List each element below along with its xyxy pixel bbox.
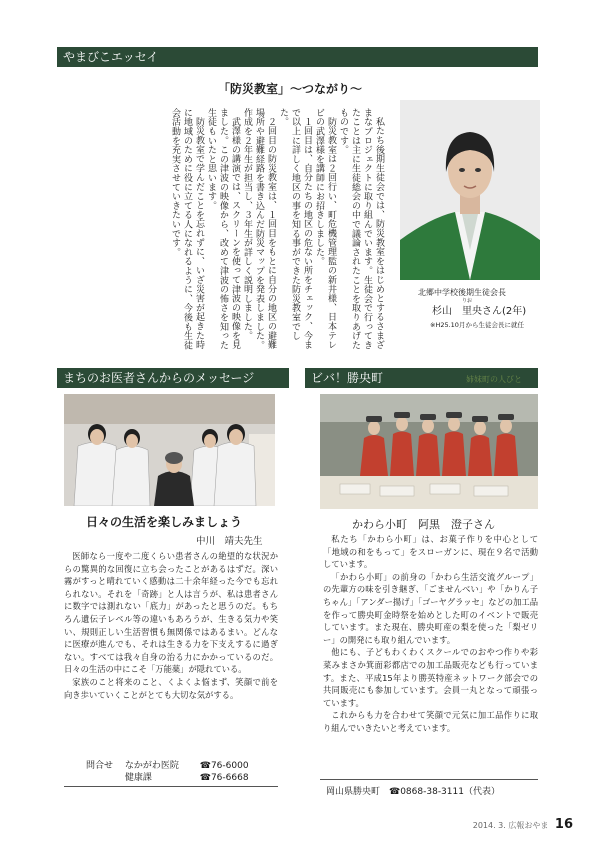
viva-contact: 岡山県勝央町 ☎0868-38-3111（代表） [326,787,500,797]
doctor-section-title: まちのお医者さんからのメッセージ [63,371,255,385]
student-school: 北郷中学校後期生徒会長 [418,288,506,297]
doctor-paragraph: 医師なら一度や二度くらい患者さんの絶望的な状況からの驚異的な回復に立ち会ったことがあるはずだ。深い霧がすっと晴れていく感動は二十余年経った今でも忘れられない。それを「奇跡」と人は言うが、私は患者さんに数字では測れない「底力」があったと思うのだ。もちろん遺伝子レベル等の違いもあろうが、生きる気力や笑い、規則正しい生活習慣も無関係ではあるまい。どんなに医療が進んでも、それは生きる力を下支えするに過ぎない。すべては我々自身の治る力にかかっているのだ。日々の生活の中にこそ「万能薬」が隠れている。 [64,551,278,675]
viva-paragraph: これからも力を合わせて笑顔で元気に加工品作りに取り組んでいきたいと考えています。 [323,710,538,733]
viva-title: かわら小町 阿黒 澄子さん [352,518,495,531]
kawara-komachi-photo [320,394,538,509]
health-dept-phone: ☎76-6668 [199,773,249,783]
essay-paragraph: 防災教室は２回行い、町危機管理監の新井様、日本テレビの武澤様を講師にお招きしました。 [314,108,336,350]
clinic-phone: ☎76-6000 [199,761,249,771]
doctor-section-bar [57,368,289,388]
essay-paragraph: １回目は、自分たちの地区の危ない所をチェック、今まで以上に詳しく地区の事を知る事ができた防災教室でした。 [278,108,312,350]
essay-section-title: やまびこエッセイ [63,50,159,64]
essay-paragraph: 私たち後期生徒会では、防災教室をはじめとするさまざまなプロジェクトに取り組んでいます。生徒会で行ってきたことは主に生徒総会の中で議論されたことを取りあげたものです。 [338,108,384,350]
contact-label: 問合せ [86,761,114,771]
essay-title: 「防災教室」～つながり～ [218,82,363,96]
student-name: 杉山 里央さん(2年) [432,306,527,317]
essay-paragraph: ２回目の防災教室は、１回目をもとに自分の地区の避難場所や避難経路を書き込んだ防災マップを発表しました。作成を２年生が担当し、３年生が詳しく説明しました。 [242,108,276,350]
page-footer [473,817,573,832]
doctor-contact [86,760,249,784]
doctor-title: 日々の生活を楽しみましょう [86,515,243,529]
page-number: 16 [554,817,573,832]
viva-paragraph: 他にも、子どもわくわくスクールでのおやつ作りや彩菜みまさか箕面彩都店での加工品販売なども行っています。また、平成15年より勝英特産ネットワーク部会での共同販売にも参加しています。会員一丸となって頑張っています。 [323,647,538,708]
doctor-contact-rule [64,786,278,787]
viva-subtitle: 姉妹町の人びと [466,375,522,384]
footer-magazine: 広報おやま [508,821,549,830]
doctor-author: 中川 靖夫先生 [196,536,263,547]
student-note: ※H25.10月から生徒会長に就任 [430,321,524,329]
clinic-name: なかがわ医院 [124,761,179,771]
viva-paragraph: 「かわら小町」の前身の「かわら生活交流グループ」の先輩方の味を引き継ぎ、「ごませんべい」や「かりん子ちゃん」「アンダー揚げ」「ゴーヤグラッセ」などの加工品を作って勝央町金時祭を始めとした町のイベントで販売しています。また現在、勝央町産の梨を使った「梨ゼリー」の開発にも取り組んでいます。 [323,571,538,645]
viva-paragraph: 私たち「かわら小町」は、お菓子作りを中心として「地域の和をもって」をスローガンに、現在９名で活動しています。 [323,534,538,570]
essay-body [55,108,385,355]
essay-paragraph: 防災教室で学んだことを忘れずに、いざ災害が起きた時に地域のために役に立てる人になれるように、今後も生徒会活動を充実させていきたいです。 [170,108,204,350]
essay-paragraph: 武澤様の講演では、スクリーンを使って津波の映像を見ました。この津波の映像から、改めて津波の怖さを知った生徒もいたと思います。 [206,108,240,350]
viva-body [323,533,538,735]
viva-section-title: ビバ！勝央町 [311,371,384,385]
viva-contact-rule [320,779,538,780]
doctor-paragraph: 家族のこと将来のこと、くよくよ悩まず、笑顔で前を向き歩いていくことがとても大切な気がする。 [64,676,278,700]
student-name-ruby: りお [462,298,473,304]
doctor-body [64,550,278,701]
health-dept-name: 健康課 [124,773,152,783]
student-photo [400,100,540,280]
essay-section-bar [57,47,538,67]
clinic-staff-photo [64,394,275,506]
footer-date: 2014. 3. [472,821,506,830]
